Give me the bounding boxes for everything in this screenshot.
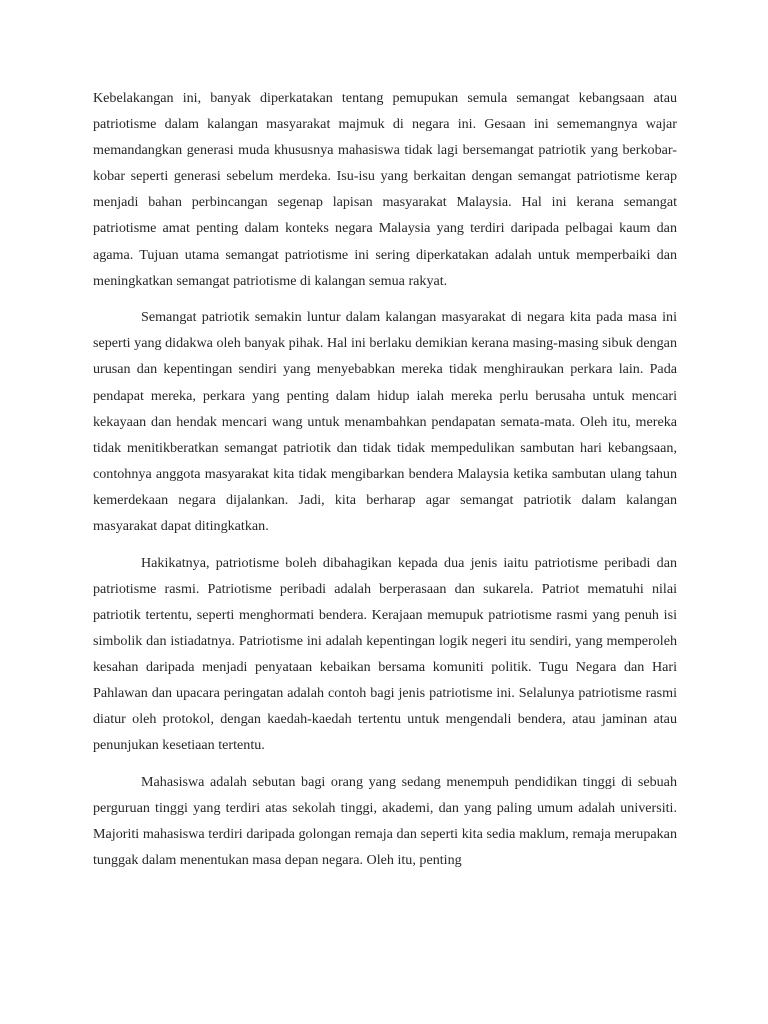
paragraph-3: Hakikatnya, patriotisme boleh dibahagikan kepada dua jenis iaitu patriotisme peribadi dan patriotisme rasmi. Patriotisme peribadi adalah berperasaan dan sukarela. Patriot mematuhi nilai patriotik tertentu, seperti menghormati bendera. Kerajaan memupuk patriotisme rasmi yang penuh isi simbolik dan istiadatnya. Patriotisme ini adalah kepentingan logik negeri itu sendiri, yang memperoleh kesahan daripada menjadi penyataan kebaikan bersama komuniti politik. Tugu Negara dan Hari Pahlawan dan upacara peringatan adalah contoh bagi jenis patriotisme ini. Selalunya patriotisme rasmi diatur oleh protokol, dengan kaedah-kaedah tertentu untuk mengendali bendera, atau jaminan atau penunjukan kesetiaan tertentu.: [93, 554, 677, 754]
paragraph-1: Kebelakangan ini, banyak diperkatakan tentang pemupukan semula semangat kebangsaan atau patriotisme dalam kalangan masyarakat majmuk di negara ini. Gesaan ini sememangnya wajar memandangkan generasi muda khususnya mahasiswa tidak lagi bersemangat patriotik yang berkobar-kobar seperti generasi sebelum merdeka. Isu-isu yang berkaitan dengan semangat patriotisme kerap menjadi bahan perbincangan segenap lapisan masyarakat Malaysia. Hal ini kerana semangat patriotisme amat penting dalam konteks negara Malaysia yang terdiri daripada pelbagai kaum dan agama. Tujuan utama semangat patriotisme ini sering diperkatakan adalah untuk memperbaiki dan meningkatkan semangat patriotisme di kalangan semua rakyat.: [93, 90, 677, 289]
paragraph-2: Semangat patriotik semakin luntur dalam kalangan masyarakat di negara kita pada masa ini seperti yang didakwa oleh banyak pihak. Hal ini berlaku demikian kerana masing-masing sibuk dengan urusan dan kepentingan sendiri yang menyebabkan mereka tidak menghiraukan perkara lain. Pada pendapat mereka, perkara yang penting dalam hidup ialah mereka perlu berusaha untuk mencari kekayaan dan hendak mencari wang untuk menambahkan pendapatan semata-mata. Oleh itu, mereka tidak menitikberatkan semangat patriotik dan tidak tidak mempedulikan sambutan hari kebangsaan, contohnya anggota masyarakat kita tidak mengibarkan bendera Malaysia ketika sambutan ulang tahun kemerdekaan negara dijalankan. Jadi, kita berharap agar semangat patriotik dalam kalangan masyarakat dapat ditingkatkan.: [93, 309, 677, 534]
document-page: [93, 85, 677, 884]
paragraph-4: Mahasiswa adalah sebutan bagi orang yang sedang menempuh pendidikan tinggi di sebuah perguruan tinggi yang terdiri atas sekolah tinggi, akademi, dan yang paling umum adalah universiti. Majoriti mahasiswa terdiri daripada golongan remaja dan seperti kita sedia maklum, remaja merupakan tunggak dalam menentukan masa depan negara. Oleh itu, penting: [93, 773, 677, 869]
